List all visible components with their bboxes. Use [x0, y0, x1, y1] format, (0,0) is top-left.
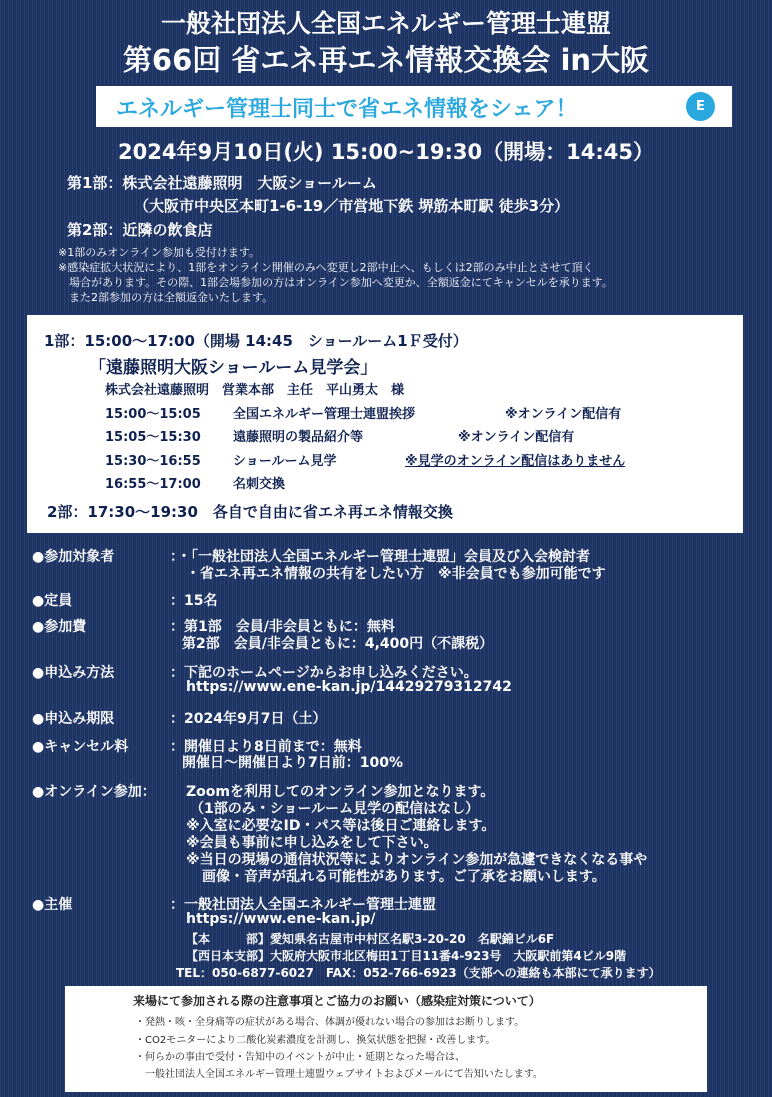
event-title: 第66回 省エネ再エネ情報交換会 in大阪: [122, 43, 650, 77]
cancel-line: 開催日～開催日より7日前：100%: [182, 755, 403, 771]
host-contact: TEL：050-6877-6027 FAX：052-766-6923（支部への連絡も本部にて承ります）: [176, 966, 661, 980]
host-west: 【西日本支部】大阪府大阪市北区梅田1丁目11番4-923号 大阪駅前第4ビル9階: [186, 949, 627, 963]
deadline-label: ●申込み期限: [32, 711, 115, 727]
schedule-part2: 2部：17:30～19:30 各自で自由に省エネ再エネ情報交換: [47, 503, 453, 521]
deadline-value: ：2024年9月7日（土）: [170, 711, 327, 727]
schedule-time: 16:55～17:00: [105, 477, 201, 492]
target-label: ●参加対象者: [32, 549, 115, 565]
schedule-note: ※オンライン配信有: [458, 430, 575, 445]
venue-part1: 第1部：株式会社遠藤照明 大阪ショールーム: [67, 174, 377, 192]
notice-line: 一般社団法人全国エネルギー管理士連盟ウェブサイトおよびメールにて告知いたします。: [135, 1069, 543, 1080]
schedule-content: 遠藤照明の製品紹介等: [233, 430, 364, 445]
host-url[interactable]: https://www.ene-kan.jp/: [186, 911, 376, 927]
schedule-time: 15:00～15:05: [105, 407, 201, 422]
event-note: ※感染症拡大状況により、1部をオンライン開催のみへ変更し2部中止へ、もしくは2部のみ中止とさせて頂く: [58, 261, 594, 274]
apply-label: ●申込み方法: [32, 665, 115, 681]
event-note: また2部参加の方は全額返金いたします。: [58, 291, 274, 304]
schedule-content: ショールーム見学: [233, 454, 337, 469]
venue-address: （大阪市中央区本町1-6-19／市営地下鉄 堺筋本町駅 徒歩3分）: [134, 197, 570, 215]
host-label: ●主催: [32, 897, 73, 913]
online-line: （1部のみ・ショールーム見学の配信はなし）: [190, 801, 480, 817]
notice-line: ・発熱・咳・全身痛等の症状がある場合、体調が優れない場合の参加はお断りします。: [135, 1017, 525, 1028]
fee-line: 第2部 会員/非会員ともに：4,400円（不課税）: [182, 636, 494, 652]
target-line: ：・「一般社団法人全国エネルギー管理士連盟」会員及び入会検討者: [170, 549, 590, 565]
schedule-speaker: 株式会社遠藤照明 営業本部 主任 平山勇太 様: [105, 383, 405, 398]
schedule-content: 名刺交換: [233, 477, 286, 492]
event-note: ※1部のみオンライン参加も受付けます。: [58, 246, 261, 259]
online-line: ※会員も事前に申し込みをして下さい。: [186, 835, 438, 851]
host-name: ：一般社団法人全国エネルギー管理士連盟: [170, 897, 436, 913]
schedule-box: [27, 315, 743, 533]
schedule-time: 15:05～15:30: [105, 430, 201, 445]
schedule-part1-title: 「遠藤照明大阪ショールーム見学会」: [89, 358, 378, 378]
schedule-note: ※オンライン配信有: [505, 407, 622, 422]
host-hq: 【本 部】愛知県名古屋市中村区名駅3-20-20 名駅錦ビル6F: [186, 932, 555, 946]
schedule-content: 全国エネルギー管理士連盟挨拶: [233, 407, 416, 422]
online-line: 画像・音声が乱れる可能性があります。ご了承をお願いします。: [202, 869, 606, 885]
tagline-text: エネルギー管理士同士で省エネ情報をシェア！: [116, 97, 578, 122]
fee-label: ●参加費: [32, 619, 87, 635]
online-line: ※入室に必要なID・パス等は後日ご連絡します。: [186, 818, 496, 834]
logo-icon: E: [686, 92, 715, 121]
capacity-label: ●定員: [32, 593, 73, 609]
schedule-note: ※見学のオンライン配信はありません: [405, 454, 626, 469]
notice-box: [65, 986, 707, 1092]
tagline-banner: [96, 86, 732, 127]
org-title: 一般社団法人全国エネルギー管理士連盟: [160, 9, 611, 38]
online-label: ●オンライン参加：: [32, 784, 156, 800]
notice-line: ・何らかの事由で受付・告知中のイベントが中止・延期となった場合は、: [135, 1052, 465, 1063]
cancel-label: ●キャンセル料: [32, 739, 129, 755]
venue-part2: 第2部：近隣の飲食店: [67, 221, 213, 239]
apply-line: ：下記のホームページからお申し込みください。: [170, 665, 478, 681]
target-line: ・省エネ再エネ情報の共有をしたい方 ※非会員でも参加可能です: [186, 566, 606, 582]
cancel-line: ：開催日より8日前まで：無料: [170, 739, 362, 755]
schedule-time: 15:30～16:55: [105, 454, 201, 469]
online-line: Zoomを利用してのオンライン参加となります。: [186, 784, 495, 800]
event-note: 場合があります。その際、1部会場参加の方はオンライン参加へ変更か、全額返金にてキャンセルを承ります。: [58, 276, 613, 289]
notice-title: 来場にて参加される際の注意事項とご協力のお願い（感染症対策について）: [133, 994, 541, 1008]
schedule-part1-header: 1部：15:00～17:00（開場 14:45 ショールーム1Ｆ受付）: [44, 332, 468, 350]
online-line: ※当日の現場の通信状況等によりオンライン参加が急遽できなくなる事や: [186, 852, 648, 868]
apply-url[interactable]: https://www.ene-kan.jp/14429279312742: [186, 679, 512, 695]
fee-line: ：第1部 会員/非会員ともに：無料: [170, 619, 395, 635]
notice-line: ・CO2モニターにより二酸化炭素濃度を計測し、換気状態を把握・改善します。: [135, 1035, 496, 1046]
capacity-value: ：15名: [170, 593, 218, 609]
event-date: 2024年9月10日(火) 15:00~19:30（開場：14:45）: [118, 140, 654, 164]
